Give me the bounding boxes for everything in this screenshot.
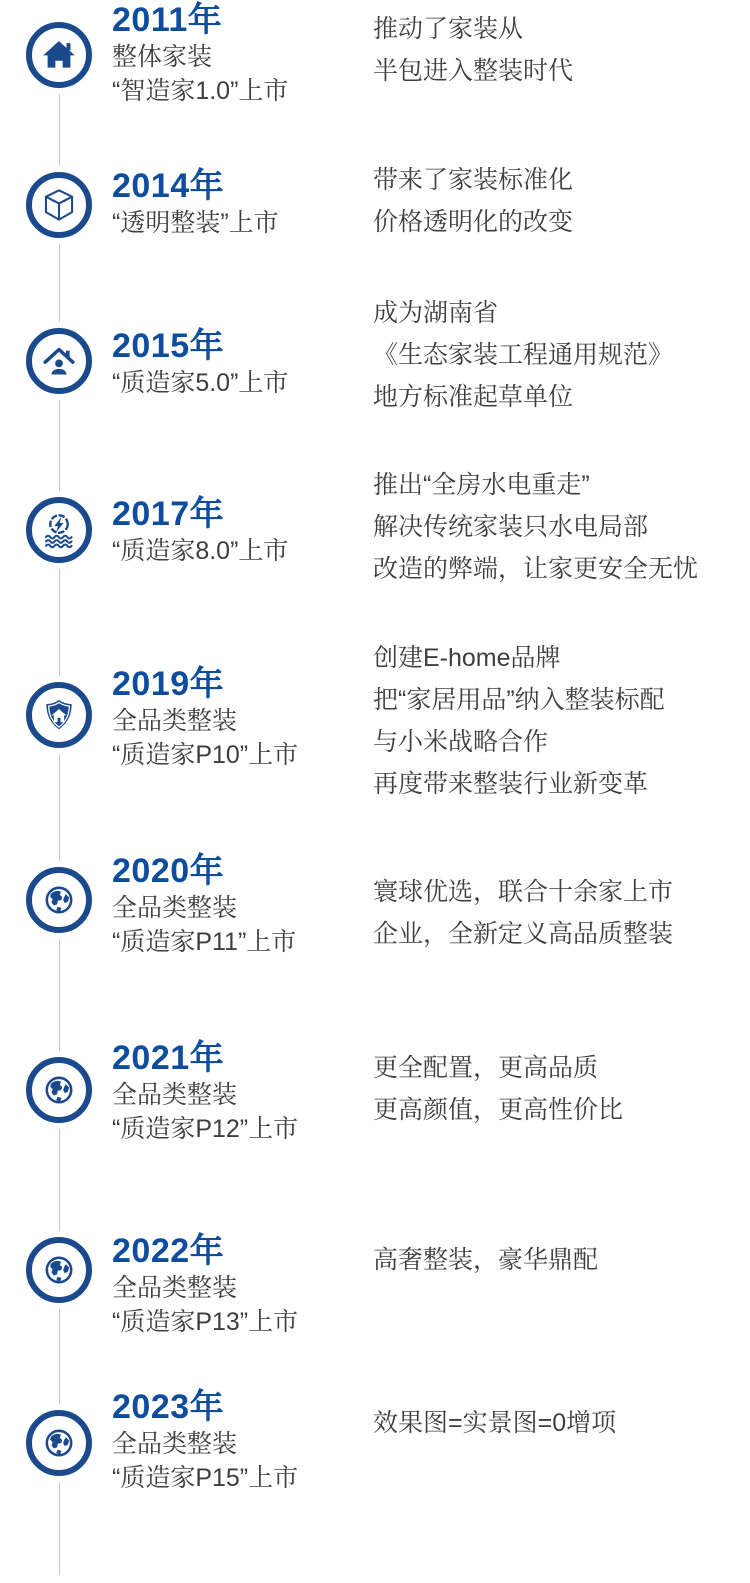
entry-subtitle-line: 全品类整装 <box>112 1081 238 1109</box>
entry-heading <box>112 1038 372 1146</box>
entry-heading <box>112 1231 372 1339</box>
entry-description-line: 《生态家装工程通用规范》 <box>373 341 674 369</box>
entry-description <box>373 1402 745 1444</box>
entry-heading <box>112 166 372 240</box>
house-person-icon <box>26 328 92 394</box>
entry-subtitle-line: 整体家装 <box>112 43 213 71</box>
entry-description <box>373 1047 745 1131</box>
entry-subtitle-line: 全品类整装 <box>112 707 238 735</box>
entry-subtitle-line: “智造家1.0”上市 <box>112 77 289 105</box>
entry-subtitle-line: “质造家8.0”上市 <box>112 537 289 565</box>
entry-year: 2019年 <box>112 665 225 703</box>
entry-description-line: 寰球优选，联合十余家上市 <box>373 878 674 906</box>
entry-description <box>373 871 745 955</box>
entry-subtitle-line: “质造家P13”上市 <box>112 1308 299 1336</box>
entry-description <box>373 159 745 243</box>
water-electricity-icon <box>26 497 92 563</box>
shield-house-icon <box>26 682 92 748</box>
entry-description-line: 更高颜值，更高性价比 <box>373 1096 624 1124</box>
entry-heading <box>112 1387 372 1495</box>
entry-heading <box>112 326 372 400</box>
entry-description <box>373 464 745 590</box>
entry-year: 2015年 <box>112 327 225 365</box>
entry-year: 2011年 <box>112 1 223 39</box>
entry-description <box>373 637 745 805</box>
timeline-line <box>59 55 60 1575</box>
entry-year: 2023年 <box>112 1388 225 1426</box>
entry-heading <box>112 0 372 108</box>
entry-year: 2014年 <box>112 167 225 205</box>
entry-subtitle-line: “质造家P11”上市 <box>112 928 297 956</box>
entry-description-line: 价格透明化的改变 <box>373 208 574 236</box>
entry-heading <box>112 851 372 959</box>
entry-description <box>373 8 745 92</box>
entry-subtitle-line: “透明整装”上市 <box>112 209 279 237</box>
entry-description-line: 企业，全新定义高品质整装 <box>373 920 674 948</box>
entry-description-line: 与小米战略合作 <box>373 728 549 756</box>
globe-icon <box>26 1057 92 1123</box>
entry-description-line: 成为湖南省 <box>373 299 499 327</box>
entry-subtitle-line: 全品类整装 <box>112 1274 238 1302</box>
entry-subtitle-line: “质造家P12”上市 <box>112 1115 299 1143</box>
entry-year: 2022年 <box>112 1232 225 1270</box>
entry-year: 2017年 <box>112 495 225 533</box>
globe-icon <box>26 1410 92 1476</box>
entry-subtitle-line: “质造家P10”上市 <box>112 741 299 769</box>
entry-description <box>373 1239 745 1281</box>
entry-description-line: 效果图=实景图=0增项 <box>373 1409 617 1437</box>
entry-description-line: 解决传统家装只水电局部 <box>373 513 649 541</box>
entry-description-line: 推出“全房水电重走” <box>373 471 590 499</box>
entry-heading <box>112 494 372 568</box>
entry-description-line: 地方标准起草单位 <box>373 383 574 411</box>
entry-description-line: 半包进入整装时代 <box>373 57 574 85</box>
entry-description-line: 改造的弊端，让家更安全无忧 <box>373 555 699 583</box>
house-icon <box>26 22 92 88</box>
entry-description-line: 创建E-home品牌 <box>373 644 561 672</box>
entry-subtitle-line: “质造家5.0”上市 <box>112 369 289 397</box>
entry-description-line: 带来了家装标准化 <box>373 166 574 194</box>
entry-subtitle-line: 全品类整装 <box>112 1430 238 1458</box>
entry-description-line: 再度带来整装行业新变革 <box>373 770 649 798</box>
globe-icon <box>26 867 92 933</box>
entry-description-line: 把“家居用品”纳入整装标配 <box>373 686 665 714</box>
entry-subtitle-line: 全品类整装 <box>112 894 238 922</box>
entry-description <box>373 292 745 418</box>
entry-year: 2020年 <box>112 852 225 890</box>
entry-year: 2021年 <box>112 1039 225 1077</box>
globe-icon <box>26 1237 92 1303</box>
entry-subtitle-line: “质造家P15”上市 <box>112 1464 299 1492</box>
entry-description-line: 更全配置，更高品质 <box>373 1054 599 1082</box>
entry-heading <box>112 664 372 772</box>
cube-icon <box>26 172 92 238</box>
entry-description-line: 高奢整装，豪华鼎配 <box>373 1246 599 1274</box>
entry-description-line: 推动了家装从 <box>373 15 524 43</box>
